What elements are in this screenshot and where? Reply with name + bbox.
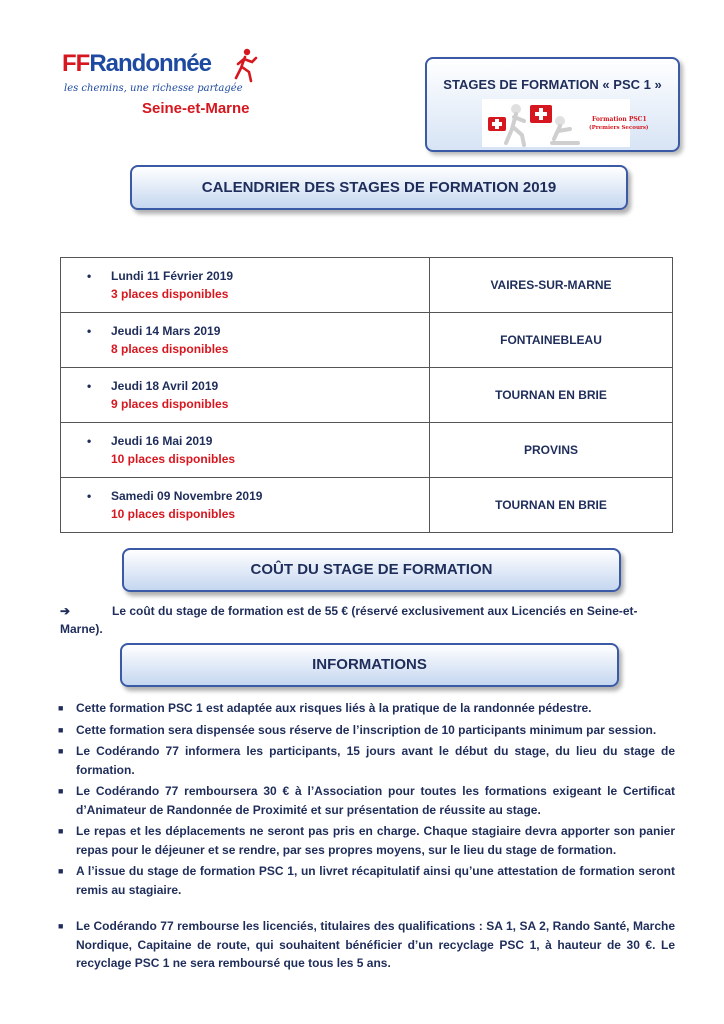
cost-paragraph bbox=[60, 602, 675, 638]
bullet-icon: • bbox=[87, 324, 92, 338]
table-row bbox=[61, 368, 673, 423]
location-cell: PROVINS bbox=[430, 423, 673, 478]
date-cell bbox=[61, 423, 430, 478]
informations-title: INFORMATIONS bbox=[120, 643, 619, 687]
informations-list bbox=[58, 699, 675, 976]
square-bullet-icon: ■ bbox=[58, 724, 64, 735]
arrow-right-icon: ➔ bbox=[60, 604, 71, 618]
location-cell: VAIRES-SUR-MARNE bbox=[430, 258, 673, 313]
table-row bbox=[61, 258, 673, 313]
table-row bbox=[61, 313, 673, 368]
list-item: ■ Le Codérando 77 informera les participants, 15 jours avant le début du stage, du lieu du stage de formation. bbox=[58, 744, 675, 777]
location-cell: TOURNAN EN BRIE bbox=[430, 478, 673, 533]
cost-text: Le coût du stage de formation est de 55 € (réservé exclusivement aux Licenciés en Seine-et-Marne). bbox=[60, 604, 638, 636]
logo-tagline: les chemins, une richesse partagée bbox=[64, 83, 243, 94]
session-date: Lundi 11 Février 2019 bbox=[111, 269, 234, 283]
list-item: ■ Le repas et les déplacements ne seront pas pris en charge. Chaque stagiaire devra apporter son panier repas pour le déjeuner et se rendre, par ses propres moyens, sur le lieu du stage de formation. bbox=[58, 824, 675, 857]
available-places: 3 places disponibles bbox=[111, 287, 229, 301]
session-date: Jeudi 14 Mars 2019 bbox=[111, 324, 221, 338]
ffrandonnee-logo bbox=[62, 50, 262, 122]
session-date: Jeudi 18 Avril 2019 bbox=[111, 379, 219, 393]
square-bullet-icon: ■ bbox=[58, 866, 64, 876]
svg-text:(Premiers Secours): (Premiers Secours) bbox=[589, 125, 649, 131]
logo-brand: FFRandonnée bbox=[62, 50, 212, 77]
session-date: Samedi 09 Novembre 2019 bbox=[111, 489, 263, 503]
date-cell bbox=[61, 368, 430, 423]
square-bullet-icon: ■ bbox=[58, 921, 64, 931]
square-bullet-icon: ■ bbox=[58, 786, 64, 796]
date-cell bbox=[61, 258, 430, 313]
stage-formation-box bbox=[425, 57, 680, 152]
table-row bbox=[61, 478, 673, 533]
svg-text:Formation PSC1: Formation PSC1 bbox=[592, 116, 647, 123]
list-item: ■ Cette formation sera dispensée sous réserve de l’inscription de 10 participants minimum par session. bbox=[58, 721, 675, 740]
available-places: 8 places disponibles bbox=[111, 342, 229, 356]
calendar-title: CALENDRIER DES STAGES DE FORMATION 2019 bbox=[130, 165, 628, 210]
table-row bbox=[61, 423, 673, 478]
list-item: ■ A l’issue du stage de formation PSC 1, un livret récapitulatif ainsi qu’une attestation de formation seront remis au stagiaire. bbox=[58, 864, 675, 897]
calendar-table bbox=[60, 257, 673, 533]
bullet-icon: • bbox=[87, 434, 92, 448]
square-bullet-icon: ■ bbox=[58, 826, 64, 836]
cost-title: COÛT DU STAGE DE FORMATION bbox=[122, 548, 621, 592]
stage-title: STAGES DE FORMATION « PSC 1 » bbox=[443, 77, 662, 92]
available-places: 9 places disponibles bbox=[111, 397, 229, 411]
available-places: 10 places disponibles bbox=[111, 507, 236, 521]
square-bullet-icon: ■ bbox=[58, 746, 64, 756]
logo-region: Seine-et-Marne bbox=[142, 100, 250, 117]
bullet-icon: • bbox=[87, 379, 92, 393]
location-cell: FONTAINEBLEAU bbox=[430, 313, 673, 368]
square-bullet-icon: ■ bbox=[58, 703, 64, 713]
session-date: Jeudi 16 Mai 2019 bbox=[111, 434, 213, 448]
first-aid-illustration bbox=[482, 99, 649, 147]
list-item: ■ Le Codérando 77 rembourse les licenciés, titulaires des qualifications : SA 1, SA 2, Rando Santé, Marche Nordique, Capitaine de route, qui souhaitent bénéficier d’un recyclage PSC 1, à hauteur de 30 €. Le recyclage PSC 1 ne sera remboursé que tous les 5 ans. bbox=[58, 919, 675, 970]
bullet-icon: • bbox=[87, 269, 92, 283]
list-item: ■ Le Codérando 77 remboursera 30 € à l’Association pour toutes les formations exigeant le Certificat d’Animateur de Randonnée de Proximité et sur présentation de réussite au stage. bbox=[58, 784, 675, 817]
location-cell: TOURNAN EN BRIE bbox=[430, 368, 673, 423]
date-cell bbox=[61, 313, 430, 368]
available-places: 10 places disponibles bbox=[111, 452, 236, 466]
date-cell bbox=[61, 478, 430, 533]
list-item: ■ Cette formation PSC 1 est adaptée aux risques liés à la pratique de la randonnée pédestre. bbox=[58, 699, 675, 718]
bullet-icon: • bbox=[87, 489, 92, 503]
